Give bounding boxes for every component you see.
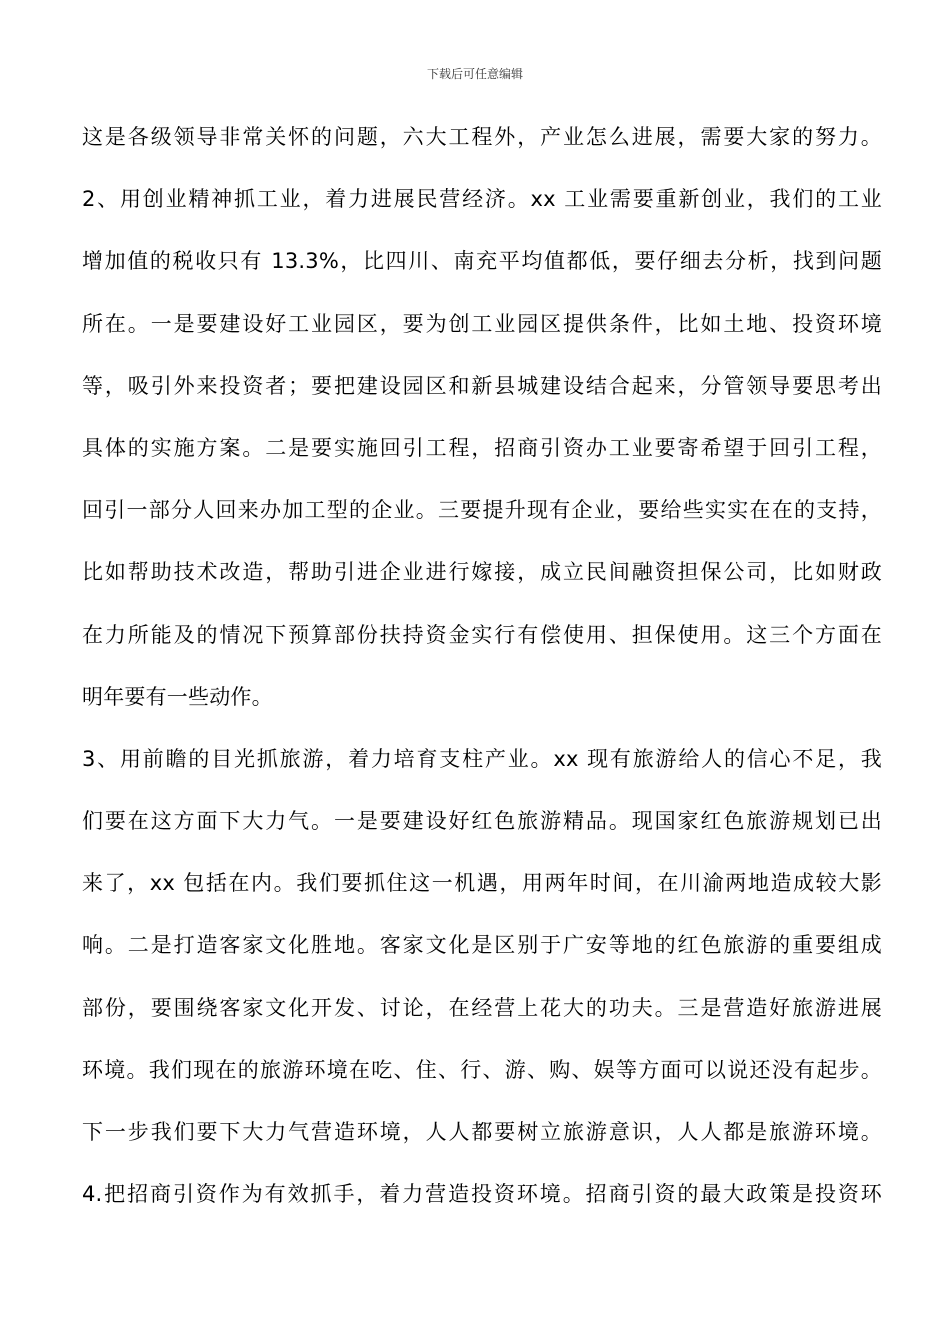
document-body — [82, 106, 882, 1225]
text-line: 响。二是打造客家文化胜地。客家文化是区别于广安等地的红色旅游的重要组成 — [82, 933, 882, 958]
text-line: 明年要有一些动作。 — [82, 684, 273, 709]
text-line: 3、用前瞻的目光抓旅游，着力培育支柱产业。xx 现有旅游给人的信心不足，我 — [82, 746, 882, 771]
text-line: 4.把招商引资作为有效抓手，着力营造投资环境。招商引资的最大政策是投资环 — [82, 1182, 882, 1207]
text-line: 2、用创业精神抓工业，着力进展民营经济。xx 工业需要重新创业，我们的工业 — [82, 187, 882, 212]
text-line: 环境。我们现在的旅游环境在吃、住、行、游、购、娱等方面可以说还没有起步。 — [82, 1057, 882, 1082]
text-line: 这是各级领导非常关怀的问题，六大工程外，产业怎么进展，需要大家的努力。 — [82, 125, 882, 149]
text-line: 下一步我们要下大力气营造环境，人人都要树立旅游意识，人人都是旅游环境。 — [82, 1120, 882, 1144]
text-line: 们要在这方面下大力气。一是要建设好红色旅游精品。现国家红色旅游规划已出 — [82, 809, 882, 834]
text-line: 增加值的税收只有 13.3%，比四川、南充平均值都低，要仔细去分析，找到问题 — [82, 249, 882, 274]
text-line: 在力所能及的情况下预算部份扶持资金实行有偿使用、担保使用。这三个方面在 — [82, 622, 882, 647]
text-line: 比如帮助技术改造，帮助引进企业进行嫁接，成立民间融资担保公司，比如财政 — [82, 560, 882, 585]
text-line: 所在。一是要建设好工业园区，要为创工业园区提供条件，比如土地、投资环境 — [82, 311, 882, 336]
page-header: 下载后可任意编辑 — [426, 67, 523, 81]
text-line: 等，吸引外来投资者；要把建设园区和新县城建设结合起来，分管领导要思考出 — [82, 373, 882, 398]
text-line: 部份，要围绕客家文化开发、讨论，在经营上花大的功夫。三是营造好旅游进展 — [82, 995, 882, 1020]
text-line: 来了，xx 包括在内。我们要抓住这一机遇，用两年时间，在川渝两地造成较大影 — [82, 871, 882, 896]
text-line: 具体的实施方案。二是要实施回引工程，招商引资办工业要寄希望于回引工程， — [82, 435, 882, 460]
text-line: 回引一部分人回来办加工型的企业。三要提升现有企业，要给些实实在在的支持， — [82, 498, 882, 523]
